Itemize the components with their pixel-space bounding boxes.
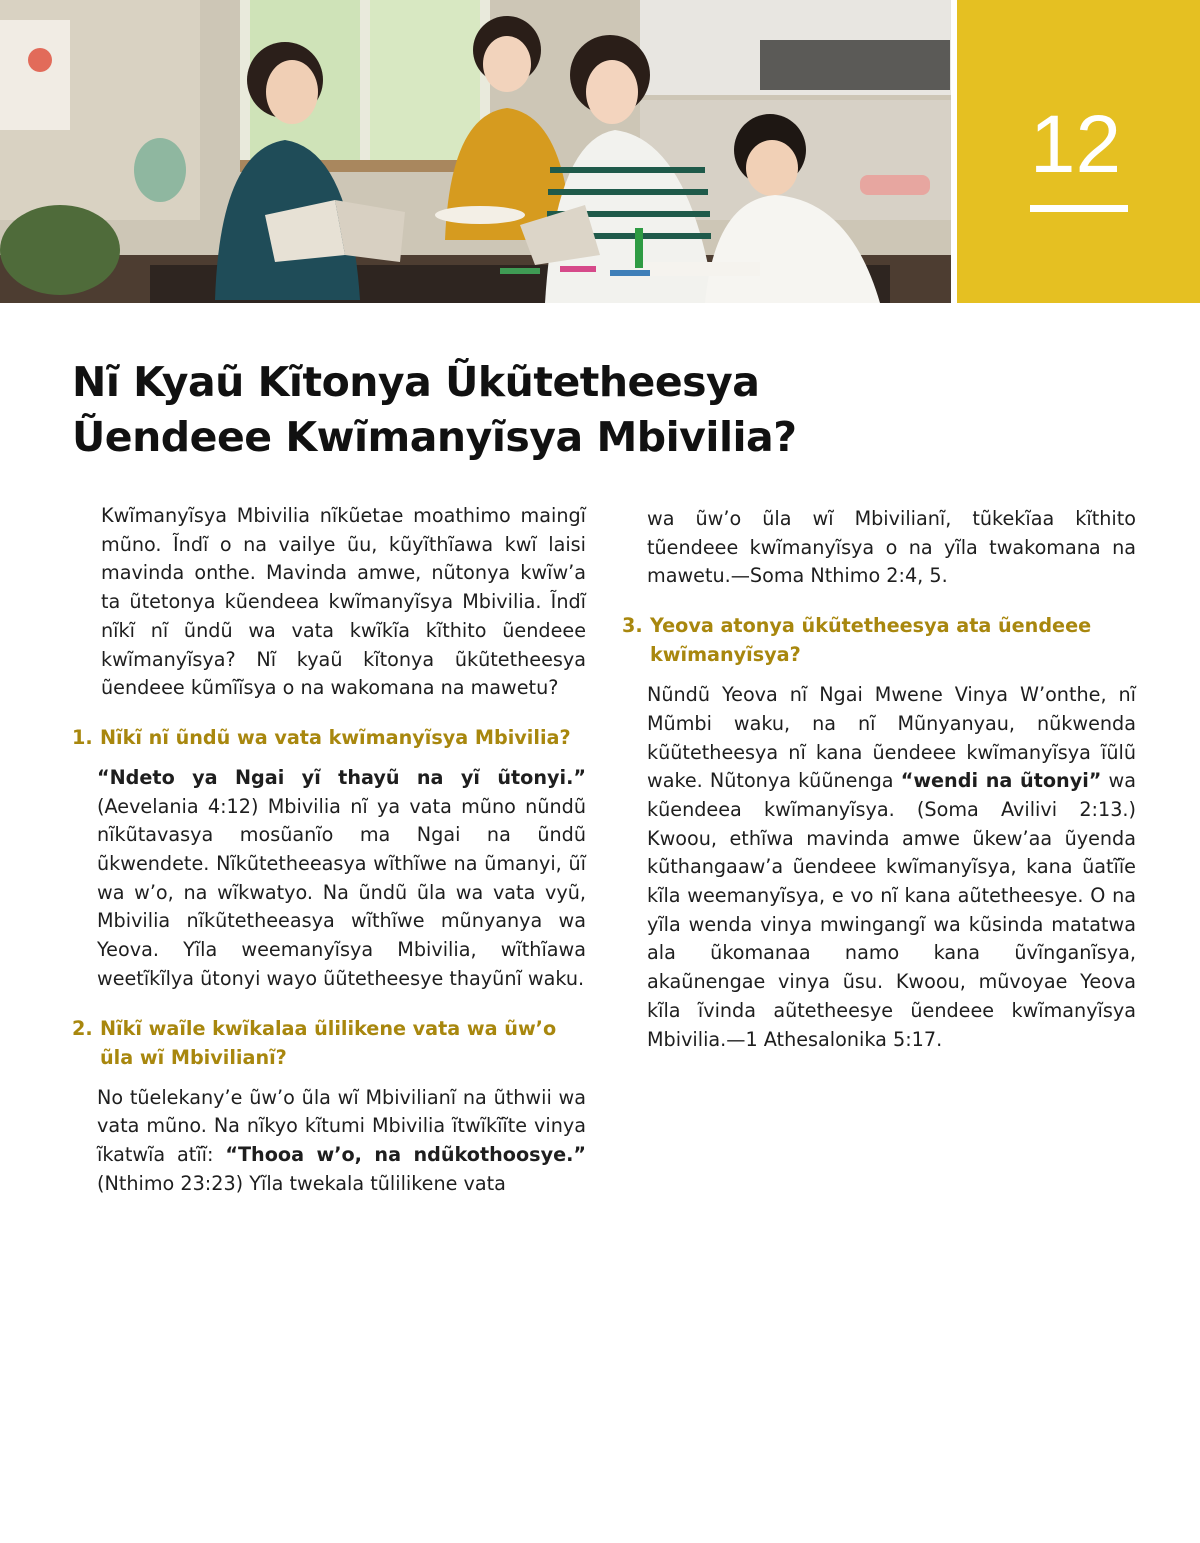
left-column [72, 502, 586, 1198]
question-number: 2. [72, 1016, 93, 1040]
hero-photo [0, 0, 951, 303]
question-heading-1 [72, 723, 586, 752]
lesson-number-underline [1030, 205, 1128, 212]
scripture-quote: “Ndeto ya Ngai yĩ thayũ na yĩ ũtonyi.” [97, 765, 586, 789]
answer-body: (Aevelania 4:12) Mbivilia nĩ ya vata mũno nũndũ nĩkũtavasya mosũanĩo ma Ngai na ũndũ ũkwendete. Nĩkũtetheeasya wĩthĩwe na ũmanyi, ũĩ wa w’o, na wĩkwatyo. Na ũndũ ũla wa vata vyũ, Mbivilia nĩkũtetheeasya wĩthĩwe mũnyanya wa Yeova. Yĩla weemanyĩsya Mbivilia, wĩthĩawa weetĩkĩlya ũtonyi wayo ũũtetheesye thayũnĩ waku. [97, 794, 586, 990]
question-heading-2 [72, 1014, 586, 1072]
hero-illustration [0, 0, 951, 303]
question-text: Nĩkĩ nĩ ũndũ wa vata kwĩmanyĩsya Mbivilia? [100, 725, 571, 749]
right-column [622, 505, 1136, 1054]
answer-paragraph-2-continued: wa ũw’o ũla wĩ Mbivilianĩ, tũkekĩaa kĩthito tũendeee kwĩmanyĩsya o na yĩla twakomana na mawetu.—Soma Nthimo 2:4, 5. [647, 507, 1136, 588]
title-line-2: Ũendeee Kwĩmanyĩsya Mbivilia? [72, 413, 797, 461]
question-text: Nĩkĩ waĩle kwĩkalaa ũlilikene vata wa ũw’o ũla wĩ Mbivilianĩ? [100, 1016, 557, 1069]
answer-paragraph-3 [622, 681, 1136, 1054]
scripture-quote: “wendi na ũtonyi” [900, 769, 1102, 793]
question-number: 1. [72, 725, 93, 749]
lesson-number-box [957, 0, 1200, 303]
question-number: 3. [622, 614, 643, 638]
title-line-1: Nĩ Kyaũ Kĩtonya Ũkũtetheesya [72, 358, 760, 406]
answer-paragraph-2 [72, 1084, 586, 1199]
page-title [72, 355, 932, 465]
answer-paragraph-1 [72, 764, 586, 994]
answer-body-after: wa kũendeea kwĩmanyĩsya. (Soma Avilivi 2:13.) Kwoou, ethĩwa mavinda amwe ũkew’aa ũyenda kũthangaaw’a ũendeee kwĩmanyĩsya, kana ũatĩĩe kĩla weemanyĩsya, e vo nĩ kana aũtetheesye. O na yĩla wenda vinya mwingangĩ wa kũsinda matatwa ala ũkomanaa namo kana ũvĩnganĩsya, akaũnengae vinya ũsu. Kwoou, mũvoyae Yeova kĩla ĩvinda aũtetheesye ũendeee kwĩmanyĩsya Mbivilia.—1 Athesalonika 5:17. [647, 769, 1136, 1051]
question-text: Yeova atonya ũkũtetheesya ata ũendeee kwĩmanyĩsya? [650, 614, 1092, 667]
question-heading-3 [622, 611, 1136, 669]
answer-body-after: (Nthimo 23:23) Yĩla twekala tũlilikene vata [97, 1171, 506, 1195]
scripture-quote: “Thooa w’o, na ndũkothoosye.” [225, 1142, 587, 1166]
lesson-number: 12 [1029, 99, 1122, 190]
answer-body-before: Nũndũ Yeova nĩ Ngai Mwene Vinya W’onthe, nĩ Mũmbi waku, na nĩ Mũnyanyau, nũkwenda kũũtetheesya nĩ kana ũendeee kwĩmanyĩsya ĩũlũ wake. Nũtonya kũũnenga [647, 683, 1136, 793]
answer-body-before: No tũelekany’e ũw’o ũla wĩ Mbivilianĩ na ũthwii wa vata mũno. Na nĩkyo kĩtumi Mbivilia ĩtwĩkĩĩte vinya ĩkatwĩa atĩĩ: [97, 1085, 586, 1166]
intro-paragraph: Kwĩmanyĩsya Mbivilia nĩkũetae moathimo maingĩ mũno. Ĩndĩ o na vailye ũu, kũyĩthĩawa kwĩ laisi mavinda onthe. Mavinda amwe, nũtonya kwĩw’a ta ũtetonya kũendeea kwĩmanyĩsya Mbivilia. Ĩndĩ nĩkĩ nĩ ũndũ wa vata kwĩkĩa kĩthito ũendeee kwĩmanyĩsya? Nĩ kyaũ kĩtonya ũkũtetheesya ũendeee kũmĩĩsya o na wakomana na mawetu? [101, 504, 586, 700]
